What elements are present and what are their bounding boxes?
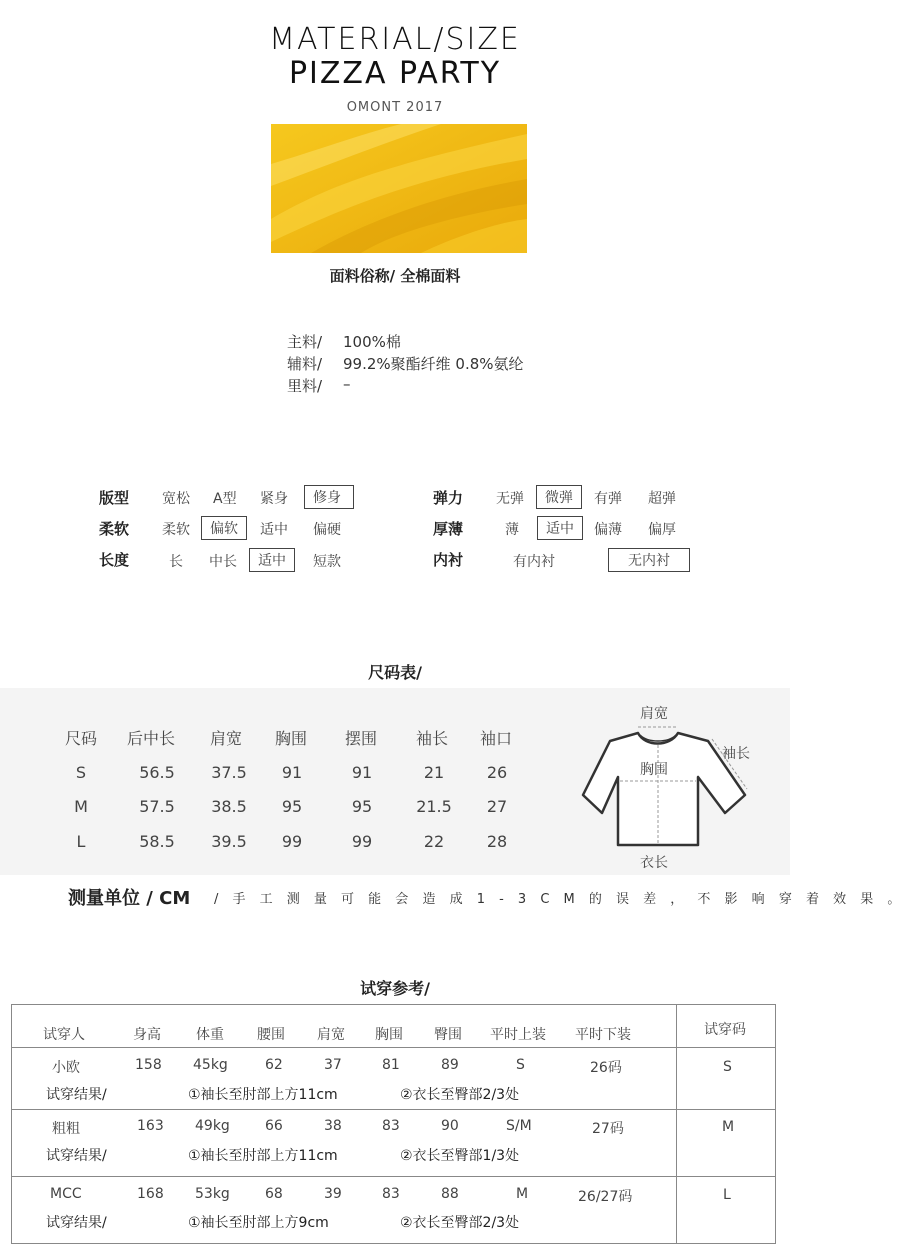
diagram-length-label: 衣长 <box>640 855 668 871</box>
fitting-cell: 粗粗 <box>52 1121 80 1137</box>
size-cell: M <box>74 797 88 816</box>
fitting-header: 臀围 <box>434 1027 462 1043</box>
fitting-cell: M <box>722 1119 735 1135</box>
fitting-title: 试穿参考/ <box>360 979 430 998</box>
fitting-cell: 62 <box>265 1057 283 1073</box>
fitting-result-label: 试穿结果/ <box>46 1215 107 1231</box>
fitting-cell: 49kg <box>195 1118 230 1134</box>
attr-lining-selected: 无内衬 <box>608 548 690 572</box>
fitting-cell: 81 <box>382 1057 400 1073</box>
attr-thickness-label: 厚薄 <box>433 520 464 538</box>
fitting-cell: 53kg <box>195 1186 230 1202</box>
attr-lining-option: 有内衬 <box>513 554 555 570</box>
fitting-header: 身高 <box>133 1027 161 1043</box>
fitting-cell: 26码 <box>590 1060 622 1076</box>
fitting-cell: 27码 <box>592 1121 624 1137</box>
size-header: 胸围 <box>275 729 308 748</box>
fitting-cell: L <box>723 1187 731 1203</box>
size-cell: 95 <box>351 797 373 816</box>
size-header: 尺码 <box>65 729 98 748</box>
fitting-result-1: ①袖长至肘部上方9cm <box>188 1215 329 1231</box>
size-cell: 91 <box>351 763 373 782</box>
garment-measure-diagram <box>580 695 755 875</box>
fitting-header: 体重 <box>196 1027 224 1043</box>
attr-softness-label: 柔软 <box>99 520 130 538</box>
attr-softness-option: 偏硬 <box>313 522 341 538</box>
fabric-name: 面料俗称/ 全棉面料 <box>329 267 461 285</box>
brand-year: OMONT 2017 <box>346 100 444 115</box>
size-header: 后中长 <box>127 729 176 748</box>
material-aux <box>287 353 524 374</box>
divider <box>676 1004 677 1244</box>
attr-softness-selected: 偏软 <box>201 516 247 540</box>
diagram-shoulder-label: 肩宽 <box>640 706 668 722</box>
fitting-header: 试穿人 <box>43 1027 85 1043</box>
attr-elasticity-selected: 微弹 <box>536 485 582 509</box>
attr-thickness-selected: 适中 <box>537 516 583 540</box>
size-cell: 56.5 <box>139 763 175 782</box>
fitting-header: 试穿码 <box>704 1022 746 1038</box>
size-cell: 22 <box>423 832 445 851</box>
attr-elasticity-label: 弹力 <box>433 489 464 507</box>
fitting-result-label: 试穿结果/ <box>46 1087 107 1103</box>
diagram-sleeve-label: 袖长 <box>722 746 750 762</box>
fitting-result-1: ①袖长至肘部上方11cm <box>188 1148 338 1164</box>
fitting-header: 胸围 <box>375 1027 403 1043</box>
attr-softness-option: 柔软 <box>162 522 190 538</box>
size-cell: 21.5 <box>416 797 452 816</box>
size-cell: 99 <box>281 832 303 851</box>
divider <box>11 1109 776 1110</box>
title-product-name: PIZZA PARTY <box>288 56 502 91</box>
fitting-cell: 66 <box>265 1118 283 1134</box>
fitting-cell: 168 <box>137 1186 164 1202</box>
size-cell: L <box>76 832 86 851</box>
fitting-cell: 45kg <box>193 1057 228 1073</box>
fitting-cell: MCC <box>50 1186 82 1202</box>
attr-length-selected: 适中 <box>249 548 295 572</box>
measure-note: / 手 工 测 量 可 能 会 造 成 1 - 3 C M 的 误 差 ， 不 影 响 穿 着 效 果 。 <box>214 892 905 907</box>
size-cell: 28 <box>486 832 508 851</box>
attr-elasticity-option: 有弹 <box>594 491 622 507</box>
attr-fit-selected: 修身 <box>304 485 354 509</box>
divider <box>11 1176 776 1177</box>
attr-length-option: 中长 <box>209 554 237 570</box>
fitting-cell: 163 <box>137 1118 164 1134</box>
size-header: 摆围 <box>345 729 378 748</box>
size-cell: 58.5 <box>139 832 175 851</box>
material-main-value: 100%棉 <box>343 333 401 351</box>
size-cell: 95 <box>281 797 303 816</box>
material-main-label: 主料/ <box>287 333 323 351</box>
size-cell: 27 <box>486 797 508 816</box>
fitting-cell: 37 <box>324 1057 342 1073</box>
material-aux-label: 辅料/ <box>287 355 323 373</box>
material-aux-value: 99.2%聚酯纤维 0.8%氨纶 <box>343 355 524 373</box>
attr-length-option: 长 <box>169 554 183 570</box>
fitting-cell: 26/27码 <box>578 1189 633 1205</box>
attr-length-label: 长度 <box>99 551 130 569</box>
size-cell: 39.5 <box>211 832 247 851</box>
fitting-result-2: ②衣长至臀部2/3处 <box>400 1215 520 1231</box>
material-lining-value: – <box>343 375 351 393</box>
attr-length-option: 短款 <box>313 554 341 570</box>
attr-thickness-option: 偏厚 <box>648 522 676 538</box>
attr-thickness-option: 薄 <box>505 522 519 538</box>
fitting-cell: 39 <box>324 1186 342 1202</box>
fitting-result-2: ②衣长至臀部2/3处 <box>400 1087 520 1103</box>
fitting-cell: 68 <box>265 1186 283 1202</box>
fitting-cell: 89 <box>441 1057 459 1073</box>
size-chart-title: 尺码表/ <box>368 663 422 682</box>
size-cell: 38.5 <box>211 797 247 816</box>
attr-fit-option: 宽松 <box>162 491 190 507</box>
size-cell: 37.5 <box>211 763 247 782</box>
size-cell: 91 <box>281 763 303 782</box>
size-header: 袖长 <box>416 729 449 748</box>
size-cell: 99 <box>351 832 373 851</box>
size-header: 袖口 <box>480 729 513 748</box>
fitting-cell: 158 <box>135 1057 162 1073</box>
fitting-result-label: 试穿结果/ <box>46 1148 107 1164</box>
fitting-cell: 小欧 <box>52 1060 80 1076</box>
fitting-cell: 90 <box>441 1118 459 1134</box>
title-material-size: MATERIAL/SIZE <box>269 22 521 57</box>
fitting-cell: 88 <box>441 1186 459 1202</box>
attr-fit-option: 紧身 <box>260 491 288 507</box>
material-lining <box>287 375 351 396</box>
measure-unit: 测量单位 / CM <box>68 888 191 909</box>
fitting-cell: S <box>516 1057 525 1073</box>
size-cell: 21 <box>423 763 445 782</box>
fitting-result-2: ②衣长至臀部1/3处 <box>400 1148 520 1164</box>
size-cell: S <box>75 763 87 782</box>
fitting-cell: 83 <box>382 1118 400 1134</box>
attr-elasticity-option: 无弹 <box>496 491 524 507</box>
fitting-cell: 38 <box>324 1118 342 1134</box>
attr-fit-option: A型 <box>213 491 237 507</box>
fitting-cell: M <box>516 1186 529 1202</box>
size-cell: 57.5 <box>139 797 175 816</box>
attr-elasticity-option: 超弹 <box>648 491 676 507</box>
attr-thickness-option: 偏薄 <box>594 522 622 538</box>
size-cell: 26 <box>486 763 508 782</box>
divider <box>11 1047 776 1048</box>
fabric-swatch-image <box>271 124 527 253</box>
material-main <box>287 331 401 352</box>
fitting-cell: S <box>723 1059 732 1075</box>
fitting-cell: S/M <box>506 1118 532 1134</box>
fitting-header: 腰围 <box>257 1027 285 1043</box>
fitting-header: 肩宽 <box>317 1027 345 1043</box>
attr-lining-label: 内衬 <box>433 551 464 569</box>
diagram-chest-label: 胸围 <box>640 762 668 778</box>
attr-fit-label: 版型 <box>99 489 130 507</box>
attr-softness-option: 适中 <box>260 522 288 538</box>
fitting-cell: 83 <box>382 1186 400 1202</box>
material-lining-label: 里料/ <box>287 377 323 395</box>
size-header: 肩宽 <box>210 729 243 748</box>
fitting-result-1: ①袖长至肘部上方11cm <box>188 1087 338 1103</box>
fitting-header: 平时上装 <box>490 1027 546 1043</box>
fitting-header: 平时下装 <box>575 1027 631 1043</box>
